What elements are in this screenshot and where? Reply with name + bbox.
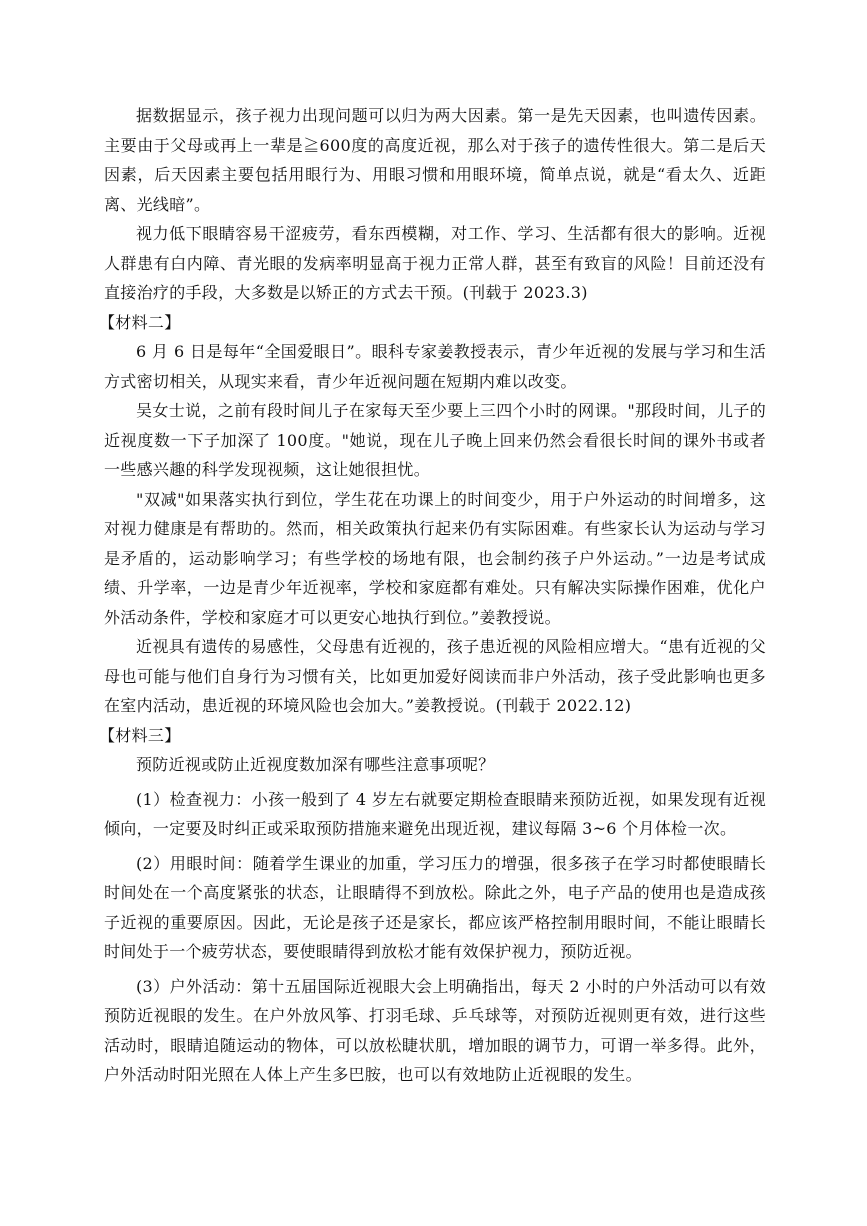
- material2-paragraph-1: 6 月 6 日是每年“全国爱眼日”。眼科专家姜教授表示，青少年近视的发展与学习和生活方式密切相关，从现实来看，青少年近视问题在短期内难以改变。: [104, 342, 766, 391]
- material1-paragraph-2: 视力低下眼睛容易干涩疲劳，看东西模糊，对工作、学习、生活都有很大的影响。近视人群患有白内障、青光眼的发病率明显高于视力正常人群，甚至有致盲的风险！目前还没有直接治疗的手段，大多数是以矫正的方式去干预。(刊载于 2023.3): [104, 224, 766, 302]
- material3-heading: 【材料三】: [99, 725, 181, 745]
- material2-paragraph-4: 近视具有遗传的易感性，父母患有近视的，孩子患近视的风险相应增大。“患有近视的父母也可能与他们自身行为习惯有关，比如更加爱好阅读而非户外活动，孩子受此影响也更多在室内活动，患近视的环境风险也会加大。”姜教授说。(刊载于 2022.12): [104, 637, 766, 715]
- material3-item-3: (3）户外活动：第十五届国际近视眼大会上明确指出，每天 2 小时的户外活动可以有效预防近视眼的发生。在户外放风筝、打羽毛球、乒乓球等，对预防近视则更有效，进行这些活动时，眼睛追随运动的物体，可以放松睫状肌，增加眼的调节力，可谓一举多得。此外，户外活动时阳光照在人体上产生多巴胺，也可以有效地防止近视眼的发生。: [104, 976, 766, 1084]
- material2-paragraph-3: "双减"如果落实执行到位，学生花在功课上的时间变少，用于户外运动的时间增多，这对视力健康是有帮助的。然而，相关政策执行起来仍有实际困难。有些家长认为运动与学习是矛盾的，运动影响学习；有些学校的场地有限，也会制约孩子户外运动。”一边是考试成绩、升学率，一边是青少年近视率，学校和家庭都有难处。只有解决实际操作困难，优化户外活动条件，学校和家庭才可以更安心地执行到位。”姜教授说。: [104, 489, 766, 627]
- material3-item-1: (1）检查视力：小孩一般到了 4 岁左右就要定期检查眼睛来预防近视，如果发现有近视倾向，一定要及时纠正或采取预防措施来避免出现近视，建议每隔 3~6 个月体检一次。: [104, 789, 766, 838]
- material3-intro: 预防近视或防止近视度数加深有哪些注意事项呢？: [136, 755, 495, 774]
- material2-paragraph-2: 吴女士说，之前有段时间儿子在家每天至少要上三四个小时的网课。"那段时间，儿子的近视度数一下子加深了 100度。"她说，现在儿子晚上回来仍然会看很长时间的课外书或者一些感兴趣的科学发现视频，这让她很担忧。: [104, 401, 766, 479]
- material2-heading: 【材料二】: [99, 312, 181, 332]
- material3-item-2: (2）用眼时间：随着学生课业的加重，学习压力的增强，很多孩子在学习时都使眼睛长时间处在一个高度紧张的状态，让眼睛得不到放松。除此之外，电子产品的使用也是造成孩子近视的重要原因。因此，无论是孩子还是家长，都应该严格控制用眼时间，不能让眼睛长时间处于一个疲劳状态，要使眼睛得到放松才能有效保护视力，预防近视。: [104, 853, 766, 961]
- material1-paragraph-1: 据数据显示，孩子视力出现问题可以归为两大因素。第一是先天因素，也叫遗传因素。主要由于父母或再上一辈是≧600度的高度近视，那么对于孩子的遗传性很大。第二是后天因素，后天因素主要包括用眼行为、用眼习惯和用眼环境，简单点说，就是“看太久、近距离、光线暗”。: [104, 106, 766, 214]
- document-page: [99, 101, 766, 1090]
